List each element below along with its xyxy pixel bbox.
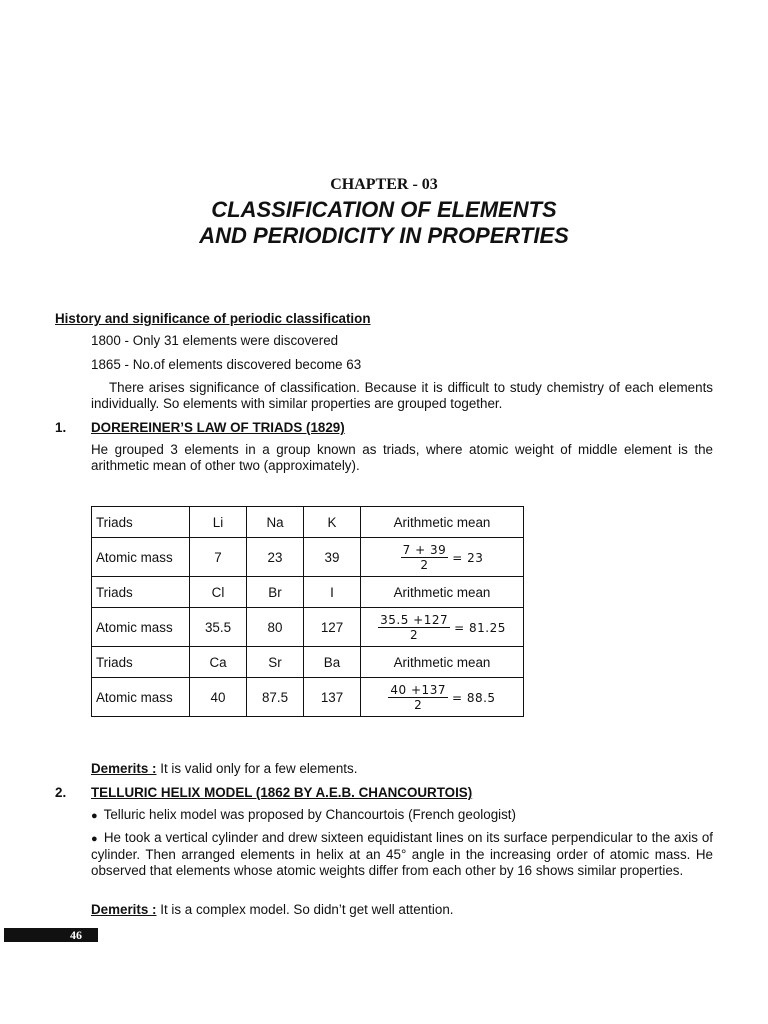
table-row: [92, 577, 524, 608]
table-cell: Atomic mass: [92, 538, 190, 577]
bullet-item-2: [91, 830, 713, 879]
significance-paragraph: There arises significance of classification. Because it is difficult to study chemistry of each elements individually. So elements with similar properties are grouped together.: [91, 380, 713, 411]
arithmetic-mean-formula: [361, 608, 524, 647]
table-cell: Atomic mass: [92, 678, 190, 717]
demerits-label: Demerits :: [91, 902, 157, 917]
formula-numerator: 7 + 39: [402, 543, 447, 557]
section-1-number: 1.: [55, 420, 67, 435]
formula-numerator: 35.5 +127: [380, 613, 449, 627]
table-cell: 23: [247, 538, 304, 577]
table-cell: 87.5: [247, 678, 304, 717]
table-cell: Triads: [92, 647, 190, 678]
table-cell: 40: [190, 678, 247, 717]
table-cell: 137: [304, 678, 361, 717]
chapter-label: CHAPTER - 03: [330, 176, 438, 193]
table-cell: I: [304, 577, 361, 608]
page-number-bar: [4, 928, 98, 942]
table-row: [92, 608, 524, 647]
table-cell: 39: [304, 538, 361, 577]
table-cell: 127: [304, 608, 361, 647]
demerits-label: Demerits :: [91, 761, 157, 776]
triads-description: He grouped 3 elements in a group known as triads, where atomic weight of middle element is the arithmetic mean of other two (approximately).: [91, 442, 713, 473]
history-line-1865: 1865 - No.of elements discovered become 63: [91, 357, 362, 372]
demerits-text: It is valid only for a few elements.: [156, 761, 358, 776]
formula-denominator: 2: [414, 698, 423, 712]
formula-denominator: 2: [420, 558, 429, 572]
section-2-heading: TELLURIC HELIX MODEL (1862 BY A.E.B. CHANCOURTOIS): [91, 785, 473, 800]
table-row: [92, 538, 524, 577]
table-cell: Ba: [304, 647, 361, 678]
formula-result: = 23: [452, 550, 484, 565]
bullet-icon: ●: [91, 833, 98, 845]
triads-table: [91, 506, 524, 717]
table-cell: Ca: [190, 647, 247, 678]
demerits-2: [91, 902, 453, 918]
arithmetic-mean-formula: [361, 538, 524, 577]
table-cell: Triads: [92, 577, 190, 608]
section-2-number: 2.: [55, 785, 67, 800]
table-cell: Cl: [190, 577, 247, 608]
table-cell: Arithmetic mean: [361, 647, 524, 678]
table-cell: 7: [190, 538, 247, 577]
formula-result: = 81.25: [454, 620, 506, 635]
chapter-title-line2: AND PERIODICITY IN PROPERTIES: [199, 223, 569, 248]
history-line-1800: 1800 - Only 31 elements were discovered: [91, 333, 339, 348]
formula-denominator: 2: [410, 628, 419, 642]
bullet-icon: ●: [91, 810, 98, 822]
demerits-text: It is a complex model. So didn’t get well attention.: [156, 902, 454, 917]
formula-result: = 88.5: [451, 690, 496, 705]
table-row: [92, 678, 524, 717]
bullet-text: He took a vertical cylinder and drew sixteen equidistant lines on its surface perpendicular to the axis of cylinder. Then arranged elements in helix at an 45° angle in the increasing order of atomic mass. He observed that elements whose atomic weights differ from each other by 16 shows similar properties.: [91, 830, 713, 878]
bullet-text: Telluric helix model was proposed by Chancourtois (French geologist): [103, 807, 516, 822]
chapter-title-line1: CLASSIFICATION OF ELEMENTS: [211, 197, 557, 222]
table-cell: Sr: [247, 647, 304, 678]
table-cell: Li: [190, 507, 247, 538]
bullet-item-1: [91, 807, 713, 824]
section-1-heading: DOREREINER’S LAW OF TRIADS (1829): [91, 420, 345, 435]
table-cell: Arithmetic mean: [361, 577, 524, 608]
table-cell: Arithmetic mean: [361, 507, 524, 538]
table-cell: 80: [247, 608, 304, 647]
table-cell: Na: [247, 507, 304, 538]
table-cell: K: [304, 507, 361, 538]
formula-numerator: 40 +137: [390, 683, 446, 697]
table-cell: Triads: [92, 507, 190, 538]
demerits-1: [91, 761, 357, 777]
table-cell: Br: [247, 577, 304, 608]
table-row: [92, 647, 524, 678]
page-number: 46: [70, 928, 82, 942]
table-cell: 35.5: [190, 608, 247, 647]
table-row: [92, 507, 524, 538]
section-heading: History and significance of periodic classification: [55, 311, 371, 326]
arithmetic-mean-formula: [361, 678, 524, 717]
table-cell: Atomic mass: [92, 608, 190, 647]
